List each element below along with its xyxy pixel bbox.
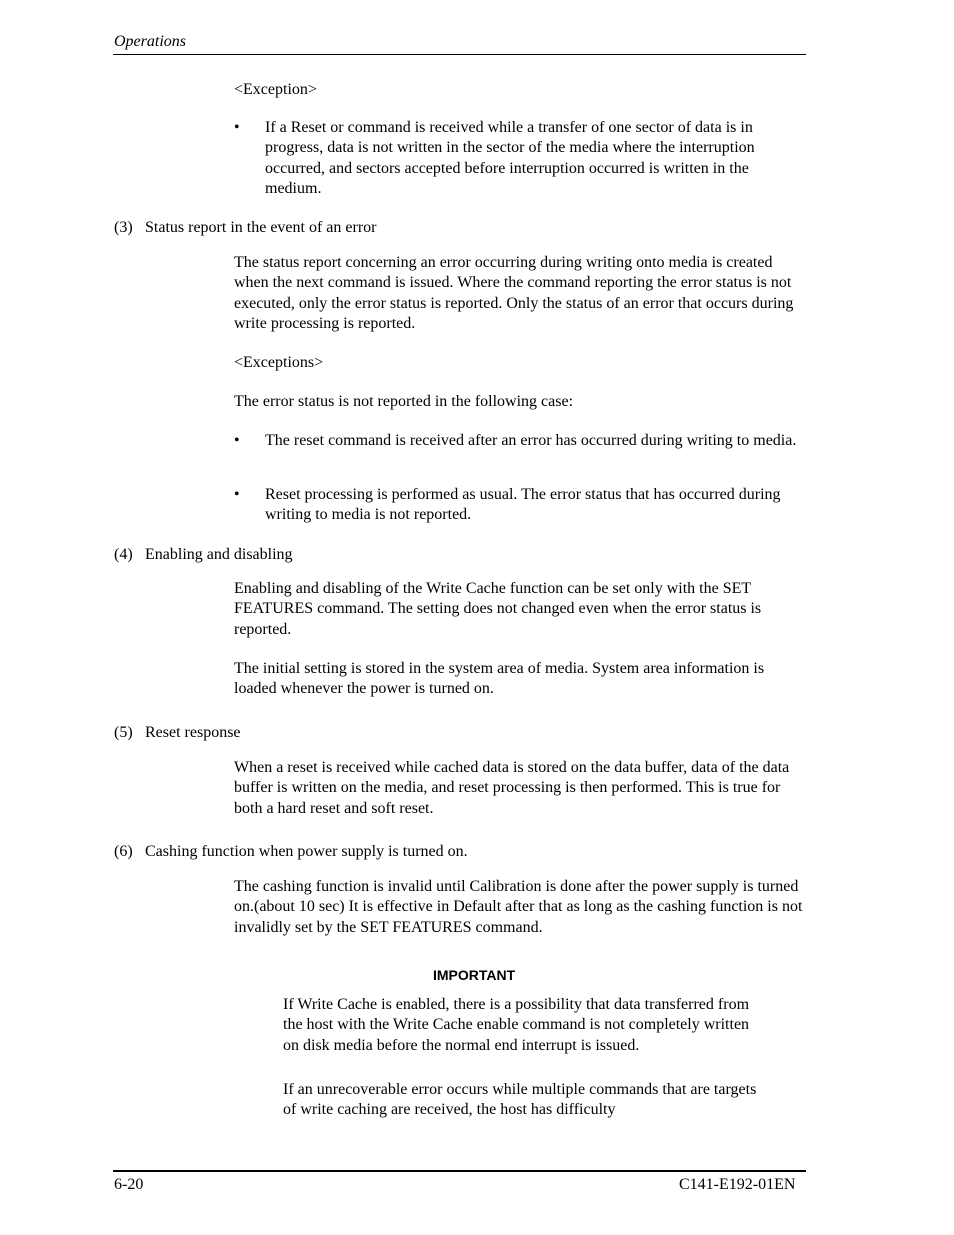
exception-bullet-text: If a Reset or command is received while a transfer of one sector of data is in progress, data is not written in the sector of the media where the interruption occurred, and sectors accepted before interruption occurred is written in the medium. — [265, 119, 755, 198]
section-3-paragraph-1: The status report concerning an error occurring during writing onto media is created when the next command is issued. Where the command reporting the error status is not executed, only the error status is reported. Only the status of an error that occurs during write processing is reported. — [234, 254, 794, 333]
section-3-bullet-text: Reset processing is performed as usual. The error status that has occurred during writing to media is not reported. — [265, 486, 781, 524]
section-5-heading — [114, 723, 241, 743]
section-4-number: (4) — [114, 546, 133, 563]
bullet-icon: • — [234, 119, 240, 136]
important-label: IMPORTANT — [433, 967, 516, 983]
bullet-icon: • — [234, 432, 240, 449]
section-6-title: Cashing function when power supply is turned on. — [145, 843, 468, 860]
document-code: C141-E192-01EN — [679, 1176, 796, 1193]
section-3-bullet-item — [234, 485, 804, 526]
page-number: 6-20 — [114, 1176, 144, 1193]
section-4-title: Enabling and disabling — [145, 546, 293, 563]
section-4-heading — [114, 545, 293, 565]
header-rule — [113, 54, 806, 55]
bullet-icon: • — [234, 486, 240, 503]
section-5-paragraph-1: When a reset is received while cached data is stored on the data buffer, data of the data buffer is written on the media, and reset processing is then performed. This is true for both a hard reset and soft reset. — [234, 759, 790, 817]
section-4-paragraph-1: Enabling and disabling of the Write Cache function can be set only with the SET FEATURES command. The setting does not changed even when the error status is reported. — [234, 580, 762, 638]
exception-label: <Exception> — [234, 81, 317, 98]
section-5-number: (5) — [114, 724, 133, 741]
section-3-paragraph-2: The error status is not reported in the following case: — [234, 393, 574, 410]
section-6-heading — [114, 842, 468, 862]
exception-bullet-item — [234, 118, 804, 200]
important-paragraph-2: If an unrecoverable error occurs while multiple commands that are targets of write caching are received, the host has difficulty — [283, 1081, 757, 1119]
section-6-paragraph-1: The cashing function is invalid until Calibration is done after the power supply is turned on.(about 10 sec) It is effective in Default after that as long as the cashing function is not invalidly set by the SET FEATURES command. — [234, 878, 803, 936]
section-6-number: (6) — [114, 843, 133, 860]
section-3-bullet-text: The reset command is received after an error has occurred during writing to media. — [265, 432, 797, 449]
footer-rule — [113, 1170, 806, 1172]
section-4-paragraph-2: The initial setting is stored in the system area of media. System area information is loaded whenever the power is turned on. — [234, 660, 765, 698]
section-3-bullet-item — [234, 431, 804, 451]
section-3-exceptions-label: <Exceptions> — [234, 354, 324, 371]
section-3-title: Status report in the event of an error — [145, 219, 377, 236]
section-3-number: (3) — [114, 219, 133, 236]
running-header-title: Operations — [114, 33, 186, 50]
section-3-heading — [114, 218, 376, 238]
important-paragraph-1: If Write Cache is enabled, there is a possibility that data transferred from the host with the Write Cache enable command is not completely written on disk media before the normal end interrupt is issued. — [283, 996, 750, 1054]
section-5-title: Reset response — [145, 724, 241, 741]
